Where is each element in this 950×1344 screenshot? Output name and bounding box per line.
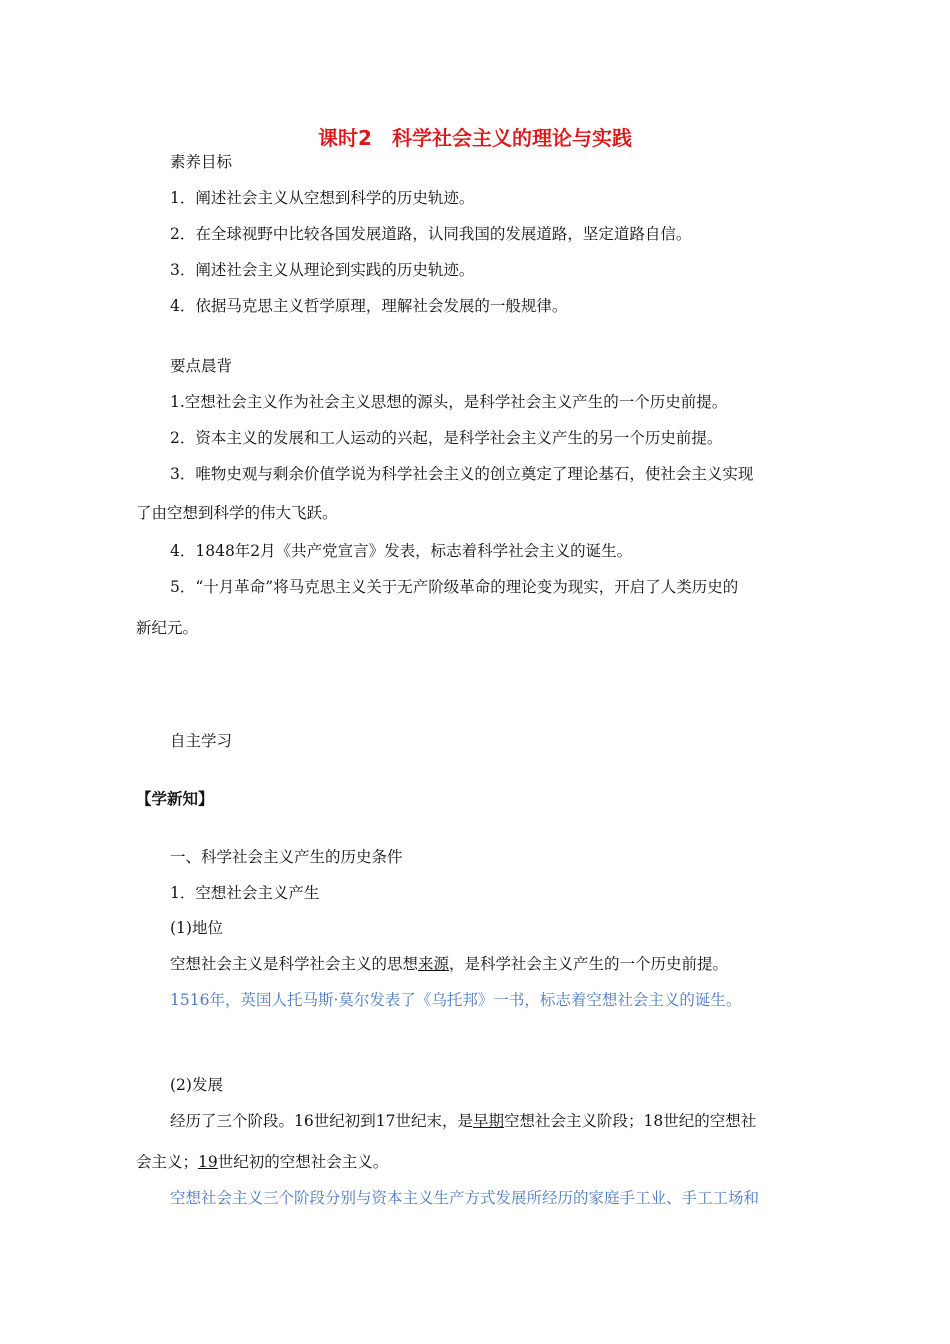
key-point-3-line-1: 3．唯物史观与剩余价值学说为科学社会主义的创立奠定了理论基石，使社会主义实现 [170, 465, 754, 483]
key-points-heading: 要点晨背 [170, 357, 233, 375]
objective-item-4: 4．依据马克思主义哲学原理，理解社会发展的一般规律。 [170, 297, 568, 315]
status-label: (1)地位 [170, 919, 223, 937]
page-title: 课时2 科学社会主义的理论与实践 [318, 126, 632, 150]
development-line-2-a: 会主义； [136, 1153, 199, 1171]
key-point-3-line-2: 了由空想到科学的伟大飞跃。 [136, 504, 338, 522]
development-line-1-b: 空想社会主义阶段；18世纪的空想社 [503, 1112, 757, 1130]
new-knowledge-heading: 【学新知】 [136, 790, 214, 808]
self-study-heading: 自主学习 [170, 732, 233, 750]
note-three-stages: 空想社会主义三个阶段分别与资本主义生产方式发展所经历的家庭手工业、手工工场和 [170, 1189, 760, 1207]
development-line-2-b: 世纪初的空想社会主义。 [217, 1153, 389, 1171]
status-text-b: ，是科学社会主义产生的一个历史前提。 [449, 955, 729, 973]
subsection-1-heading: 1．空想社会主义产生 [170, 884, 320, 902]
key-point-5-line-1: 5．“十月革命”将马克思主义关于无产阶级革命的理论变为现实，开启了人类历史的 [170, 578, 739, 596]
key-point-1: 1.空想社会主义作为社会主义思想的源头，是科学社会主义产生的一个历史前提。 [170, 393, 728, 411]
objective-item-2: 2．在全球视野中比较各国发展道路，认同我国的发展道路，坚定道路自信。 [170, 225, 692, 243]
status-underlined: 来源 [418, 955, 450, 973]
development-underlined-early: 早期 [472, 1112, 504, 1130]
key-point-4: 4．1848年2月《共产党宣言》发表，标志着科学社会主义的诞生。 [170, 542, 633, 560]
key-point-5-line-2: 新纪元。 [136, 619, 199, 637]
development-line-1-a: 经历了三个阶段。16世纪初到17世纪末，是 [170, 1112, 473, 1130]
development-line-1 [170, 1110, 756, 1132]
note-utopia: 1516年，英国人托马斯·莫尔发表了《乌托邦》一书，标志着空想社会主义的诞生。 [170, 991, 742, 1009]
section-1-heading: 一、科学社会主义产生的历史条件 [170, 848, 403, 866]
objectives-heading: 素养目标 [170, 153, 233, 171]
development-underlined-19: 19 [198, 1153, 218, 1171]
development-line-2 [136, 1151, 388, 1173]
objective-item-1: 1．阐述社会主义从空想到科学的历史轨迹。 [170, 189, 475, 207]
status-text [170, 953, 728, 975]
status-text-a: 空想社会主义是科学社会主义的思想 [170, 955, 419, 973]
development-label: (2)发展 [170, 1076, 223, 1094]
key-point-2: 2．资本主义的发展和工人运动的兴起，是科学社会主义产生的另一个历史前提。 [170, 429, 723, 447]
objective-item-3: 3．阐述社会主义从理论到实践的历史轨迹。 [170, 261, 475, 279]
